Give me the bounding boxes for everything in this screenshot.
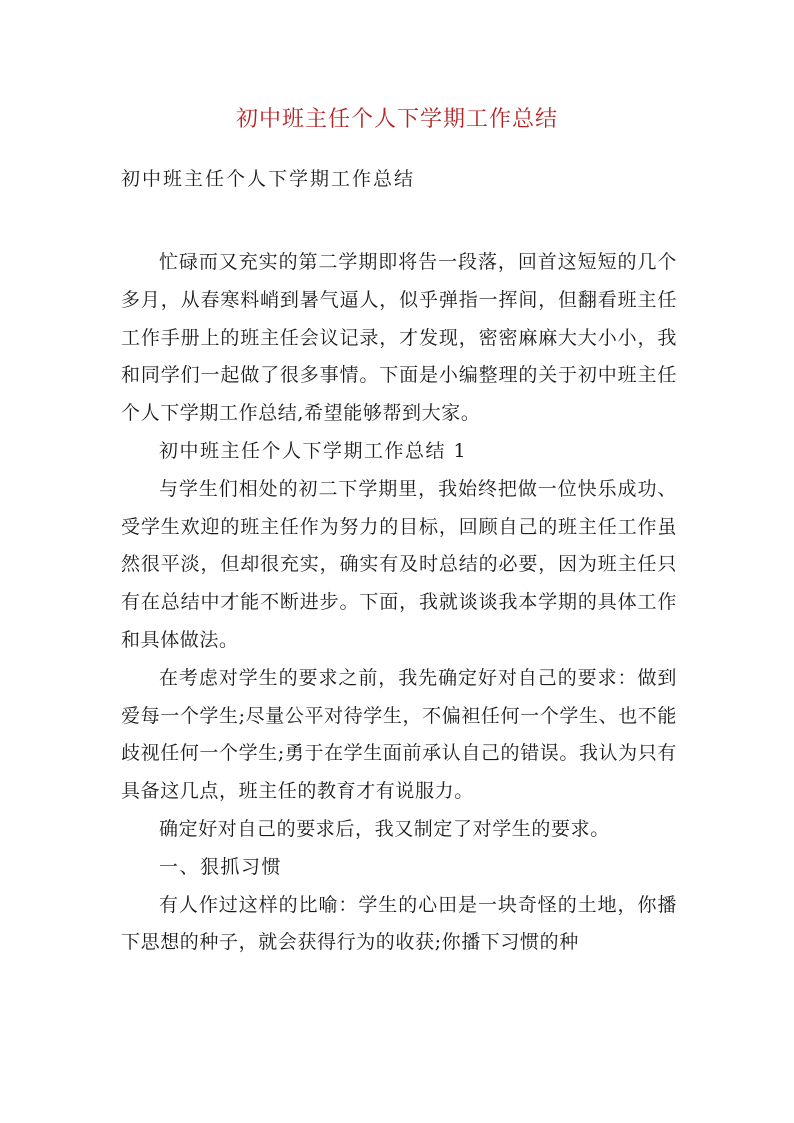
document-title: 初中班主任个人下学期工作总结: [235, 107, 558, 132]
document-subtitle: 初中班主任个人下学期工作总结: [121, 168, 416, 190]
section-heading-habits: 一、狠抓习惯: [159, 855, 283, 878]
paragraph-4: 确定好对自己的要求后，我又制定了对学生的要求。: [159, 817, 610, 840]
paragraph-2: 与学生们相处的初二下学期里，我始终把做一位快乐成功、受学生欢迎的班主任作为努力的目标，回顾自己的班主任工作虽然很平淡，但却很充实，确实有及时总结的必要，因为班主任只有在总结中才能不断进步。下面，我就谈谈我本学期的具体工作和具体做法。: [121, 477, 677, 651]
document-body: [121, 244, 677, 962]
paragraph-3: 在考虑对学生的要求之前，我先确定好对自己的要求：做到爱每一个学生;尽量公平对待学生，不偏袒任何一个学生、也不能歧视任何一个学生;勇于在学生面前承认自己的错误。我认为只有具备这几点，班主任的教育才有说服力。: [121, 666, 677, 803]
paragraph-intro: 忙碌而又充实的第二学期即将告一段落，回首这短短的几个多月，从春寒料峭到暑气逼人，似乎弹指一挥间，但翻看班主任工作手册上的班主任会议记录，才发现，密密麻麻大大小小，我和同学们一起做了很多事情。下面是小编整理的关于初中班主任个人下学期工作总结,希望能够帮到大家。: [121, 251, 677, 425]
section-heading-1: 初中班主任个人下学期工作总结 1: [159, 439, 468, 462]
paragraph-6: 有人作过这样的比喻：学生的心田是一块奇怪的土地，你播下思想的种子，就会获得行为的收获;你播下习惯的种: [121, 893, 677, 954]
